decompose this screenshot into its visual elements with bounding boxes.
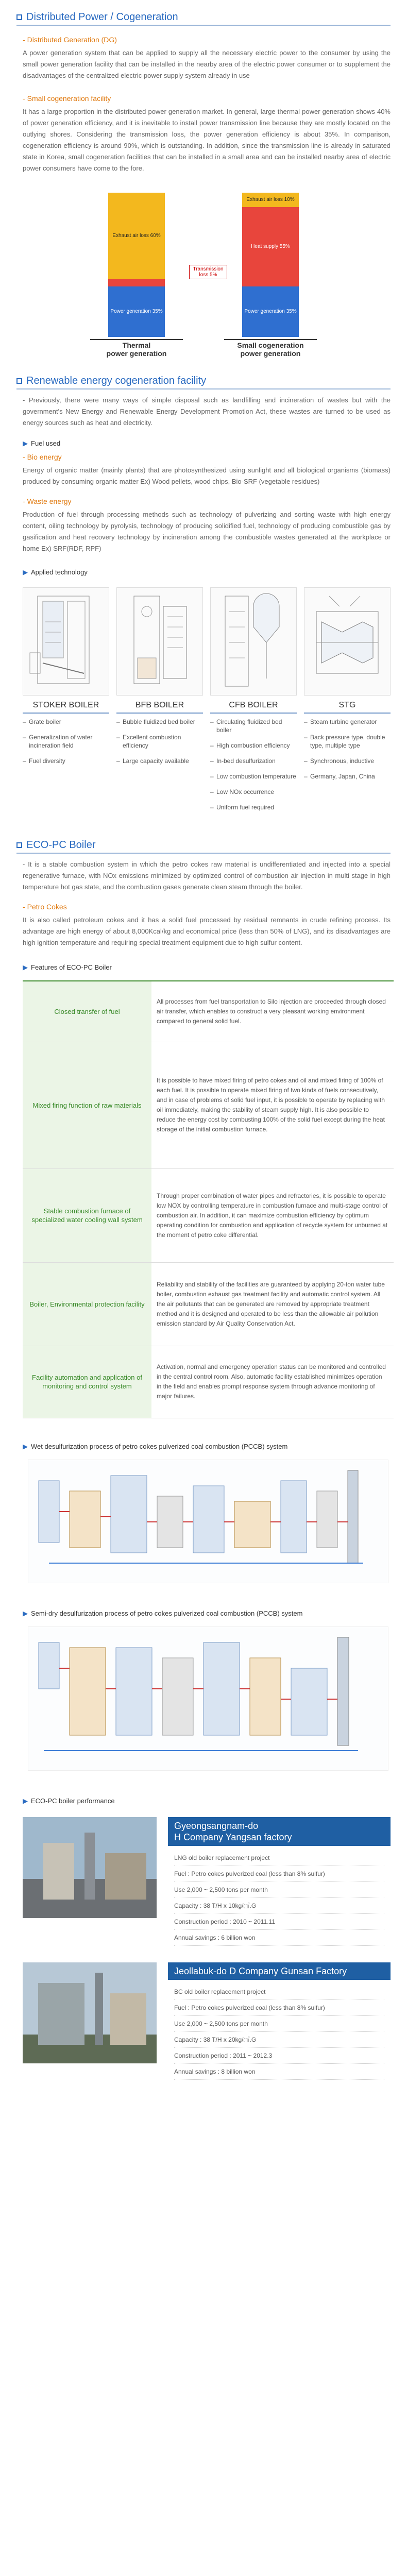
dg-title: Distributed Power / Cogeneration	[26, 11, 178, 23]
small-caption-2: power generation	[240, 349, 301, 358]
tech-item: – In-bed desulfurization	[210, 757, 297, 765]
tech-card-cfb	[210, 587, 297, 819]
tech-item: – Back pressure type, double type, multiple type	[304, 733, 391, 750]
waste-title: Waste energy	[27, 497, 72, 505]
tech-grid	[23, 587, 391, 819]
small-heat-segment: Heat supply 55%	[242, 207, 299, 286]
bio-heading: - Bio energy	[23, 453, 62, 461]
feature-value: All processes from fuel transportation to Silo injection are proceeded through closed air transfer, which enables to construct a very pleasant working environment compared to general solid fuel.	[151, 981, 394, 1042]
thermal-power-segment: Power generation 35%	[108, 286, 165, 337]
tech-name: BFB BOILER	[116, 700, 203, 714]
table-row	[23, 981, 394, 1042]
tech-card-stoker	[23, 587, 109, 819]
feature-value: Activation, normal and emergency operation status can be monitored and controlled in the central control room. Also, automatic facility established minimizes operation in the field and enables prompt response system through advance monitoring of major failures.	[151, 1346, 394, 1418]
feature-value: Through proper combination of water pipes and refractories, it is possible to operate low NOX by controlling temperature in combustion furnace and multi-stage control of combustion air. In addition, it can maximize combustion efficiency by optimum operating condition for combustion and application of recycle system for unburned at the moment of petro coke differential.	[151, 1168, 394, 1262]
semi-process-diagram	[28, 1626, 388, 1771]
section-title-dg	[16, 11, 391, 26]
bfb-boiler-drawing	[116, 587, 203, 696]
petro-title: Petro Cokes	[27, 903, 67, 911]
thermal-exhaust-segment: Exhaust air loss 60%	[108, 193, 165, 279]
tech-list	[304, 718, 391, 788]
perf-row: Fuel : Petro cokes pulverized coal (less than 8% sulfur)	[174, 2000, 384, 2016]
tech-item: – Steam turbine generator	[304, 718, 391, 726]
perf-row: Use 2,000 ~ 2,500 tons per month	[174, 2016, 384, 2032]
tech-item: – Germany, Japan, China	[304, 772, 391, 781]
feature-value: It is possible to have mixed firing of petro cokes and oil and mixed firing of 100% of each fuel. It is possible to operate mixed firing of two kinds of fuels consecutively, and in case of problems of solid fuel input, it is possible to operate by replacing with oil immediately, making the stability of steam supply high. It is also possible to reduce the energy cost by combusting 100% of the solid fuel except during the heat storage of the initial combustion furnace.	[151, 1042, 394, 1168]
feature-key: Facility automation and application of monitoring and control system	[23, 1346, 151, 1418]
perf-head-line2: H Company Yangsan factory	[174, 1832, 292, 1842]
features-table	[23, 980, 394, 1418]
tech-list	[23, 718, 109, 772]
tech-name: STOKER BOILER	[23, 700, 109, 714]
thermal-caption-2: power generation	[106, 349, 167, 358]
section-title-renew	[16, 375, 391, 389]
perf-head	[168, 1817, 391, 1846]
tech-item: – Low NOx occurrence	[210, 788, 297, 796]
tech-item: – Fuel diversity	[23, 757, 109, 765]
tech-item: – Bubble fluidized bed boiler	[116, 718, 203, 726]
table-row	[23, 1262, 394, 1346]
perf-item-1	[23, 1817, 391, 1950]
perf-row: Construction period : 2011 ~ 2012.3	[174, 2048, 384, 2064]
feature-key: Closed transfer of fuel	[23, 981, 151, 1042]
perf-heading: ▶ ECO-PC boiler performance	[23, 1797, 115, 1805]
thermal-column	[93, 193, 180, 358]
tech-item: – Synchronous, inductive	[304, 757, 391, 765]
tech-name: CFB BOILER	[210, 700, 297, 714]
dg-sub1: - Distributed Generation (DG)	[23, 36, 117, 44]
feature-value: Reliability and stability of the facilities are guaranteed by applying 20-ton water tube boiler, combustion exhaust gas treatment facility and automatic control system. All the air pollutants that can be generated are removed by appropriate treatment method and it is designed and operated to be less than the allowable air pollution emission standard by Air Quality Conservation Act.	[151, 1262, 394, 1346]
perf-head	[168, 1962, 391, 1980]
applied-text: Applied technology	[31, 568, 88, 576]
perf-row: Construction period : 2010 ~ 2011.11	[174, 1914, 384, 1930]
tech-item: – Circulating fluidized bed boiler	[210, 718, 297, 734]
tech-card-bfb	[116, 587, 203, 819]
renew-intro: - Previously, there were many ways of simple disposal such as landfilling and incineration of wastes but with the government's New Energy and Renewable Energy Development Promotion Act, these wastes are turned to be used as energy sources such as heat and electricity.	[23, 396, 391, 427]
perf-body	[168, 1846, 391, 1950]
efficiency-comparison-chart	[70, 188, 337, 358]
small-caption	[224, 339, 317, 358]
tech-item: – Uniform fuel required	[210, 803, 297, 811]
perf-row: Annual savings : 6 billion won	[174, 1930, 384, 1946]
petro-text: It is also called petroleum cokes and it has a solid fuel processed by residual remnants in crude refining process. Its advantage are high energy of about 8,000Kcal/kg and economical price (less than 50% of LNG), and its disadvantages are high ignition temperature and requiring special treatment equipment due to high sulfur content.	[23, 916, 391, 946]
tech-item: – Low combustion temperature	[210, 772, 297, 781]
petro-heading: - Petro Cokes	[23, 903, 67, 911]
small-column	[227, 193, 314, 358]
eco-title: ECO-PC Boiler	[26, 839, 96, 851]
small-caption-1: Small cogeneration	[237, 341, 304, 349]
thermal-transmission-segment	[108, 279, 165, 286]
table-row	[23, 1042, 394, 1168]
gunsan-factory-photo	[23, 1962, 157, 2063]
fuel-used-heading: ▶ Fuel used	[23, 439, 61, 447]
square-icon	[16, 842, 22, 848]
stg-turbine-drawing	[304, 587, 391, 696]
waste-text: Production of fuel through processing methods such as technology of pulverizing and sorting waste with high energy content, oiling technology by pyrolysis, technology of producing solidified fuel, technology of producing combustible gas by gasification and heat recovery technology by incineration among the combustible wastes generated at the workplace or home Ex) SRF(RDF, RPF)	[23, 511, 391, 552]
perf-title: ECO-PC boiler performance	[31, 1797, 115, 1805]
wet-process-title: Wet desulfurization process of petro cokes pulverized coal combustion (PCCB) system	[31, 1442, 288, 1450]
perf-row: LNG old boiler replacement project	[174, 1850, 384, 1866]
applied-heading: ▶ Applied technology	[23, 568, 88, 576]
perf-body	[168, 1980, 391, 2084]
dg-p1: A power generation system that can be applied to supply all the necessary electric power to the consumer by using the small power generation facility that can be installed in the nearby area of the electric power consumer or to supplement the disadvantages of the centralized electric power supply system already in use	[23, 49, 391, 79]
perf-head-line1: Jeollabuk-do D Company Gunsan Factory	[174, 1965, 347, 1976]
square-icon	[16, 14, 22, 20]
eco-intro: - It is a stable combustion system in which the petro cokes raw material is undifferentiated and injected into a special regenerative furnace, with NOx emissions minimized by optimized control of combustion air injection in multi stage in high temperature hot gas state, and the combustion gases generate clean steam through the boiler.	[23, 860, 391, 891]
features-heading: ▶ Features of ECO-PC Boiler	[23, 963, 112, 971]
perf-info	[168, 1962, 391, 2084]
dg-sub1-text: Distributed Generation (DG)	[27, 36, 117, 44]
semi-process-heading: ▶ Semi-dry desulfurization process of petro cokes pulverized coal combustion (PCCB) system	[23, 1609, 303, 1617]
feature-key: Boiler, Environmental protection facility	[23, 1262, 151, 1346]
perf-row: Annual savings : 8 billion won	[174, 2064, 384, 2080]
perf-item-2	[23, 1962, 391, 2084]
transmission-loss-callout: Transmission loss 5%	[189, 265, 227, 279]
fuel-used-text: Fuel used	[31, 439, 61, 447]
perf-info	[168, 1817, 391, 1950]
perf-row: Capacity : 38 T/H x 10kg/㎠.G	[174, 1898, 384, 1914]
thermal-caption-1: Thermal	[122, 341, 151, 349]
table-row	[23, 1346, 394, 1418]
tech-item: – Large capacity available	[116, 757, 203, 765]
perf-row: Capacity : 38 T/H x 20kg/㎠.G	[174, 2032, 384, 2048]
thermal-caption	[90, 339, 183, 358]
small-power-segment: Power generation 35%	[242, 286, 299, 337]
tech-name: STG	[304, 700, 391, 714]
small-exhaust-segment: Exhaust air loss 10%	[242, 193, 299, 207]
thermal-bar	[108, 193, 165, 337]
wet-process-heading: ▶ Wet desulfurization process of petro cokes pulverized coal combustion (PCCB) system	[23, 1442, 288, 1450]
dg-sub2-text: Small cogeneration facility	[27, 94, 111, 103]
perf-row: Use 2,000 ~ 2,500 tons per month	[174, 1882, 384, 1898]
yangsan-factory-photo	[23, 1817, 157, 1918]
feature-key: Mixed firing function of raw materials	[23, 1042, 151, 1168]
tech-card-stg	[304, 587, 391, 819]
dg-p2: It has a large proportion in the distributed power generation market. In general, large thermal power generation shows 40% of power generation efficiency, and it is inevitable to install power transmission line because they are mostly located on the outlying shores. Considering the transmission loss, the power generation efficiency is about 35%. In comparison, cogeneration efficiency is around 90%, which is outstanding. In addition, since the transmission line is already in saturated state in Korea, small cogeneration facilities that can be installed in a small area and can be installed nearby area of electric power consumers have come to the fore.	[23, 108, 391, 172]
features-title: Features of ECO-PC Boiler	[31, 963, 112, 971]
dg-sub2: - Small cogeneration facility	[23, 94, 111, 103]
cfb-boiler-drawing	[210, 587, 297, 696]
small-bar	[242, 193, 299, 337]
perf-row: Fuel : Petro cokes pulverized coal (less than 8% sulfur)	[174, 1866, 384, 1882]
tech-item: – Grate boiler	[23, 718, 109, 726]
renew-title: Renewable energy cogeneration facility	[26, 375, 207, 386]
table-row	[23, 1168, 394, 1262]
waste-heading: - Waste energy	[23, 497, 72, 505]
square-icon	[16, 378, 22, 384]
wet-process-diagram	[28, 1460, 388, 1583]
section-title-eco	[16, 839, 391, 854]
stoker-boiler-drawing	[23, 587, 109, 696]
bio-text: Energy of organic matter (mainly plants) that are photosynthesized using sunlight and all biological organisms (biomass) produced by consuming organic matter Ex) Wood pellets, wood chips, Bio-SRF (vegetable residues)	[23, 466, 391, 485]
feature-key: Stable combustion furnace of specialized water cooling wall system	[23, 1168, 151, 1262]
tech-item: – Excellent combustion efficiency	[116, 733, 203, 750]
perf-head-line1: Gyeongsangnam-do	[174, 1820, 259, 1831]
tech-list	[210, 718, 297, 819]
tech-item: – High combustion efficiency	[210, 741, 297, 750]
bio-title: Bio energy	[27, 453, 62, 461]
tech-list	[116, 718, 203, 772]
semi-process-title: Semi-dry desulfurization process of petro cokes pulverized coal combustion (PCCB) system	[31, 1609, 303, 1617]
perf-row: BC old boiler replacement project	[174, 1984, 384, 2000]
tech-item: – Generalization of water incineration field	[23, 733, 109, 750]
